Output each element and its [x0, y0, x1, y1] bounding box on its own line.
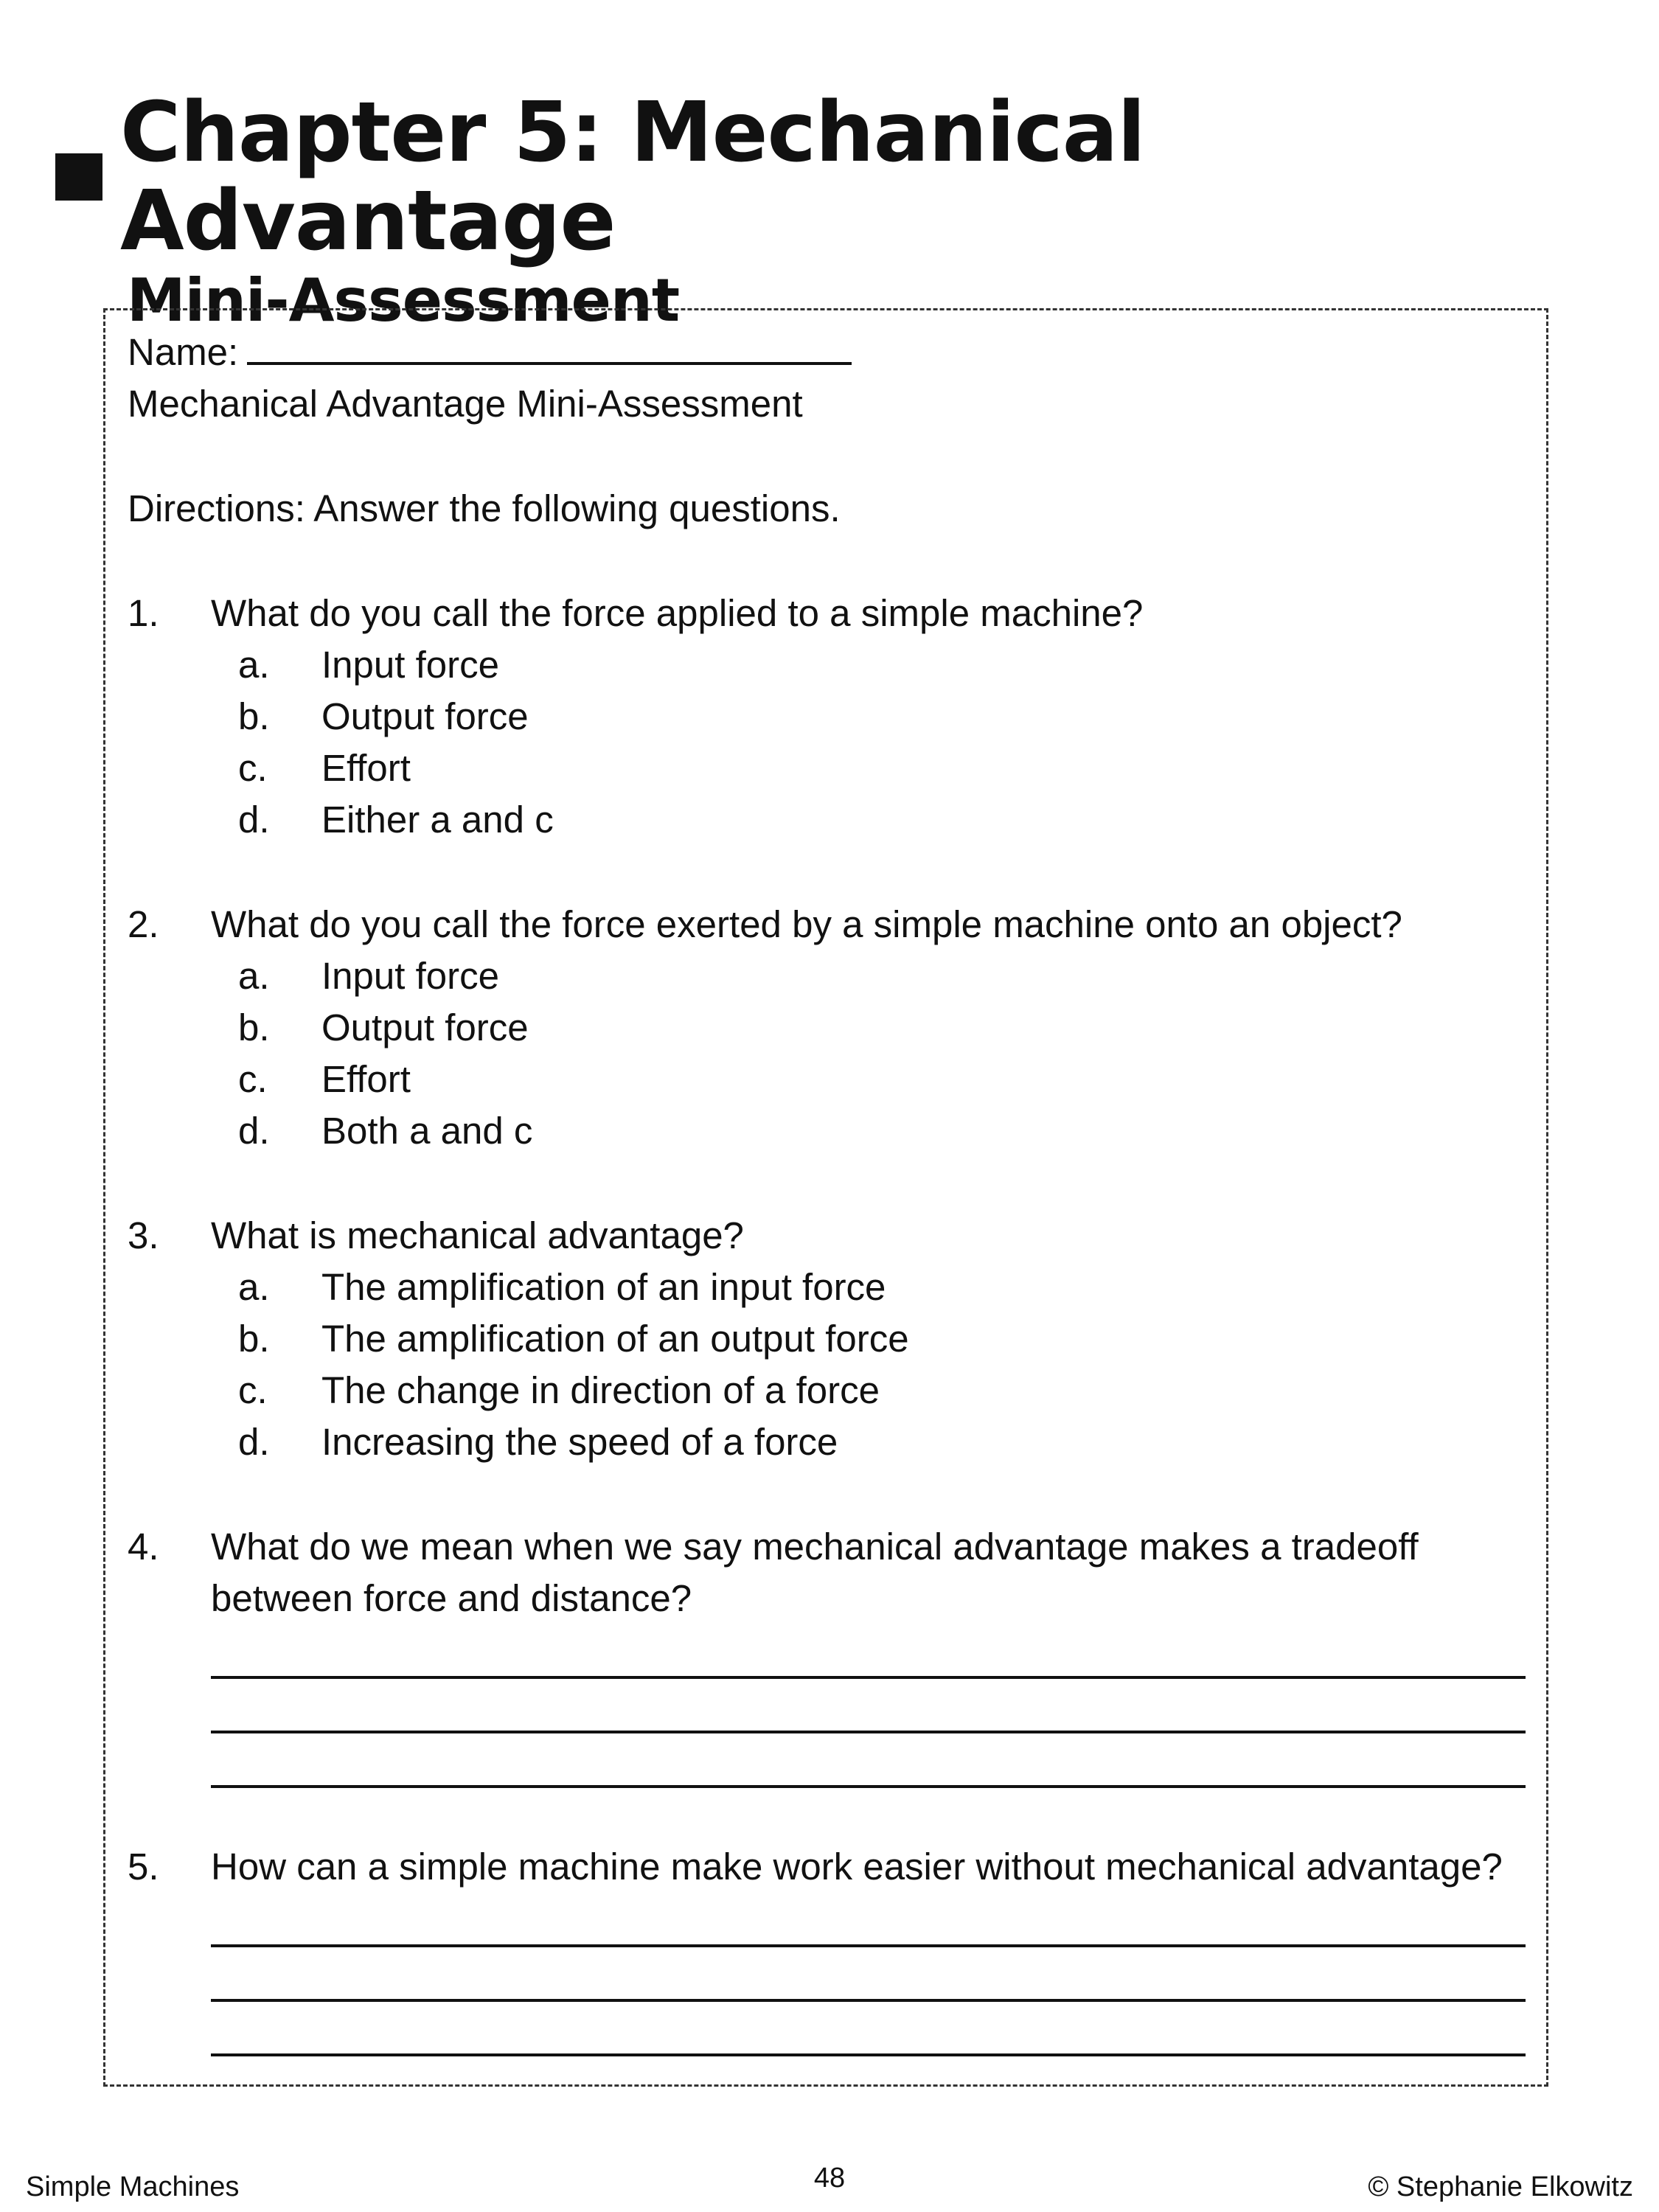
option-text: Effort: [321, 1058, 411, 1100]
assessment-content: [128, 324, 1526, 2056]
name-label: Name:: [128, 331, 239, 373]
answer-line-4-3[interactable]: [211, 1733, 1526, 1788]
answer-line-5-1[interactable]: [211, 1893, 1526, 1947]
answer-line-5-2[interactable]: [211, 1947, 1526, 2002]
footer-copyright: © Stephanie Elkowitz: [1368, 2171, 1633, 2202]
chapter-subtitle: Mini-Assessment: [127, 266, 680, 335]
option-text: Effort: [321, 747, 411, 789]
question-5: [128, 1841, 1526, 1893]
question-text: What do you call the force exerted by a simple machine onto an object?: [211, 903, 1402, 945]
option-text: Either a and c: [321, 799, 554, 841]
option-1d[interactable]: [128, 794, 1526, 846]
question-number: 2.: [128, 903, 159, 945]
option-letter: d.: [238, 1110, 270, 1152]
answer-line-4-2[interactable]: [211, 1679, 1526, 1733]
option-3a[interactable]: [128, 1262, 1526, 1313]
question-text: How can a simple machine make work easier without mechanical advantage?: [211, 1846, 1503, 1888]
option-text: Both a and c: [321, 1110, 533, 1152]
question-number: 3.: [128, 1214, 159, 1256]
option-text: The change in direction of a force: [321, 1369, 880, 1411]
option-text: The amplification of an output force: [321, 1318, 909, 1360]
chapter-title: Chapter 5: Mechanical Advantage: [120, 85, 1145, 269]
option-letter: b.: [238, 1006, 270, 1048]
page-header: [55, 85, 1604, 336]
option-text: Input force: [321, 955, 499, 997]
option-letter: d.: [238, 1421, 270, 1463]
name-field[interactable]: [247, 324, 852, 365]
option-2b[interactable]: [128, 1002, 1526, 1054]
question-1: [128, 588, 1526, 639]
option-1c[interactable]: [128, 742, 1526, 794]
option-2c[interactable]: [128, 1054, 1526, 1105]
option-letter: b.: [238, 695, 270, 737]
option-letter: c.: [238, 1058, 268, 1100]
option-letter: b.: [238, 1318, 270, 1360]
question-3: [128, 1210, 1526, 1262]
option-2a[interactable]: [128, 950, 1526, 1002]
question-number: 5.: [128, 1846, 159, 1888]
option-text: Increasing the speed of a force: [321, 1421, 838, 1463]
footer-series-title: Simple Machines: [26, 2171, 240, 2202]
answer-line-5-3[interactable]: [211, 2002, 1526, 2056]
option-3c[interactable]: [128, 1365, 1526, 1416]
worksheet-heading: Mechanical Advantage Mini-Assessment: [128, 383, 803, 425]
option-letter: c.: [238, 1369, 268, 1411]
answer-line-4-1[interactable]: [211, 1624, 1526, 1679]
page-number: 48: [813, 2163, 846, 2194]
option-2d[interactable]: [128, 1105, 1526, 1157]
option-text: Output force: [321, 1006, 529, 1048]
directions: Directions: Answer the following questions.: [128, 487, 841, 529]
option-1a[interactable]: [128, 639, 1526, 691]
question-text: What do you call the force applied to a simple machine?: [211, 592, 1144, 634]
option-3d[interactable]: [128, 1416, 1526, 1468]
option-text: Input force: [321, 644, 499, 686]
option-letter: a.: [238, 644, 270, 686]
question-text: What do we mean when we say mechanical advantage makes a tradeoff between force and distance?: [211, 1526, 1419, 1619]
option-1b[interactable]: [128, 691, 1526, 742]
option-letter: a.: [238, 955, 270, 997]
name-row: [128, 324, 1526, 378]
question-number: 1.: [128, 592, 159, 634]
option-letter: c.: [238, 747, 268, 789]
question-number: 4.: [128, 1526, 159, 1568]
option-letter: a.: [238, 1266, 270, 1308]
question-4: [128, 1521, 1526, 1624]
option-3b[interactable]: [128, 1313, 1526, 1365]
title-row: [55, 85, 1604, 269]
option-letter: d.: [238, 799, 270, 841]
question-text: What is mechanical advantage?: [211, 1214, 744, 1256]
option-text: The amplification of an input force: [321, 1266, 886, 1308]
assessment-box: [103, 308, 1548, 2087]
question-2: [128, 899, 1526, 950]
option-text: Output force: [321, 695, 529, 737]
bullet-square-icon: [55, 153, 102, 201]
